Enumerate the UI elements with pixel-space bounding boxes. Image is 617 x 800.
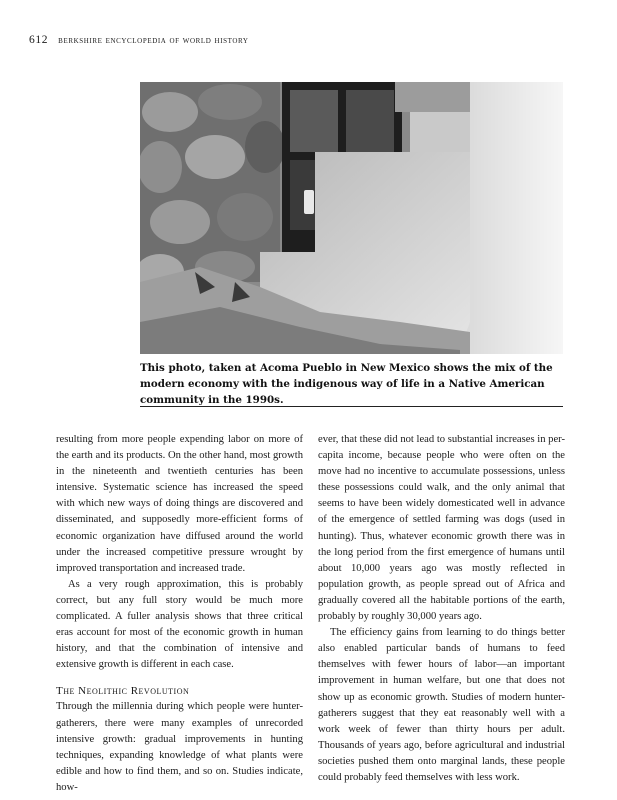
section-heading: The Neolithic Revolution — [56, 685, 190, 698]
paragraph: resulting from more people expending labor on more of the earth and its products. On the other hand, most growth in the nineteenth and twentieth centuries has been intensive. Systematic science has increased the speed with which new ways of doing things are discovered and disseminated, and supposedly more-efficient forms of economic organization have diffused around the world under the increased competitive pressure wrought by improved transportation and increased trade. — [56, 434, 303, 574]
whitewashed-wall — [458, 82, 563, 354]
running-head — [29, 34, 589, 46]
paragraph: The efficiency gains from learning to do things better also enabled particular bands of humans to feed themselves with fewer hours of labor—an important improvement in human welfare, but one that does not show up as economic growth. Studies of modern hunter-gatherers suggest that they eat reasonably well with a work week of fewer than thirty hours per adult. Thousands of years ago, before agricultural and industrial societies pushed them onto marginal lands, these people could probably feed themselves with less work. — [318, 627, 565, 783]
paragraph: As a very rough approximation, this is probably correct, but any full story would be much more complicated. A fuller analysis shows that three critical eras account for most of the economic growth in human history, and that the combination of intensive and extensive growth is different in each case. — [56, 578, 303, 671]
caption-rule — [140, 406, 563, 407]
paragraph: ever, that these did not lead to substantial increases in per-capita income, because people who were often on the move had no incentive to accumulate possessions, unless these possessions could walk, and the only animal that seems to have been widely domesticated well in advance of the emergence of settled farming was dogs (used in hunting). Thus, whatever economic growth there was in the long period from the first emergence of humans until about 10,000 years ago was mostly reflected in population growth, as people spread out of Africa and gradually covered all the habitable portions of the earth, probably by roughly 30,000 years ago. — [318, 434, 565, 623]
right-column — [318, 432, 565, 786]
acoma-pueblo-photo — [140, 82, 563, 354]
paragraph: Through the millennia during which people were hunter-gatherers, there were many examples of unrecorded intensive growth: gradual improvements in hunting techniques, expanding knowledge of what plants were edible and how to find them, and so on. Studies indicate, how- — [56, 701, 303, 793]
left-column — [56, 432, 303, 796]
page-number: 612 — [29, 34, 49, 46]
soda-can — [304, 190, 314, 214]
publication-title: berkshire encyclopedia of world history — [58, 35, 249, 46]
photo-caption: This photo, taken at Acoma Pueblo in New Mexico shows the mix of the modern economy with the indigenous way of life in a Native American community in the 1990s. — [140, 362, 553, 406]
photo-illustration — [140, 82, 563, 354]
